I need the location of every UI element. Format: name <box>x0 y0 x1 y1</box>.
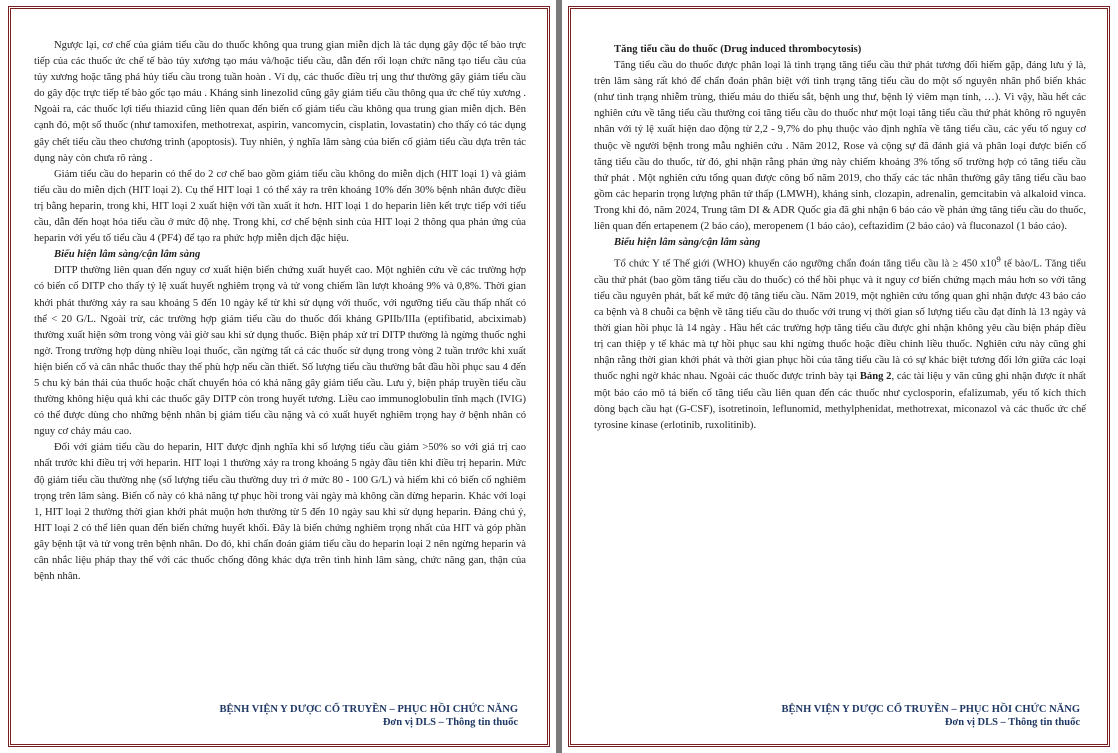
paragraph <box>594 251 1086 434</box>
right-page <box>562 0 1118 753</box>
footer-unit-name: Đơn vị DLS – Thông tin thuốc <box>382 717 518 728</box>
text-run: Tổ chức Y tế Thế giới (WHO) khuyến cáo ngưỡng chẩn đoán tăng tiểu cầu là ≥ 450 x10 <box>614 258 997 270</box>
footer-hospital-name: BỆNH VIỆN Y DƯỢC CỔ TRUYỀN – PHỤC HỒI CHỨC NĂNG <box>219 704 518 715</box>
right-page-content <box>594 42 1086 434</box>
section-title: Tăng tiểu cầu do thuốc (Drug induced thrombocytosis) <box>614 44 862 55</box>
text-run: tế bào/L. Tăng tiểu cầu thứ phát (bao gồm tăng tiểu cầu do thuốc) có thể hồi phục và ít nguy cơ biến chứng mạch máu hơn so với tăng tiểu cầu nguyên phát, bất kể mức độ tăng tiểu cầu. Năm 2019, một nghiên cứu tổng quan ghi nhận được 43 báo cáo ca bệnh và 8 chuỗi ca bệnh về tăng tiểu cầu do thuốc với trung vị thời gian số lượng tiểu cầu đạt đỉnh là 13 ngày và thời gian hồi phục là 14 ngày . Hầu hết các trường hợp tăng tiểu cầu được ghi nhận không yêu cầu biện pháp điều trị can thiệp y tế khác mà tự hồi phục sau khi ngừng thuốc hoặc điều chỉnh liều thuốc. Nghiên cứu này cũng ghi nhận rằng thời gian khởi phát và thời gian phục hồi của tăng tiểu cầu là có sự khác biệt tương đối lớn giữa các loại thuốc nghi ngờ khác nhau. Ngoài các thuốc được trình bày tại <box>594 258 1087 383</box>
paragraph: Đối với giảm tiểu cầu do heparin, HIT được định nghĩa khi số lượng tiểu cầu giảm >50% so với giá trị cao nhất trước khi điều trị với heparin. HIT loại 1 thường xảy ra trong khoảng 5 ngày đầu tiên khi điều trị heparin. Mức độ giảm tiểu cầu thường nhẹ (số lượng tiểu cầu thường duy trì ở mức 80 - 100 G/L) và hiếm khi có biến cố nghiêm trọng trên lâm sàng. Biến cố này có khả năng tự phục hồi trong vài ngày mà không cần dừng heparin. Khác với loại 1, HIT loại 2 thường thời gian khởi phát muộn hơn thường từ 5 đến 10 ngày sau khi sử dụng heparin. Đáng chú ý, HIT loại 2 có thể liên quan đến biến chứng huyết khối. Đây là biến chứng nghiêm trọng nhất của HIT và góp phần gây bệnh tật và tử vong trên bệnh nhân. Do đó, khi chẩn đoán giảm tiểu cầu do heparin loại 2 nên ngừng heparin và cân nhắc liệu pháp thay thế với các thuốc chống đông khác dựa trên tình hình lâm sàng, chức năng gan, thận của bệnh nhân. <box>34 442 526 583</box>
paragraph: DITP thường liên quan đến nguy cơ xuất hiện biến chứng xuất huyết cao. Một nghiên cứu về các trường hợp có biến cố DITP cho thấy tỷ lệ xuất huyết nghiêm trọng và tử vong chiếm lần lượt khoảng 9% và 0,8%. Thời gian khởi phát thường xảy ra sau khoảng 5 đến 10 ngày kể từ khi sử dụng với thuốc, với ngưỡng tiểu cầu thấp nhất có thể < 20 G/L. Ngoài trừ, các trường hợp giảm tiểu cầu do thuốc đối kháng GPIIb/IIIa (eptifibatid, abciximab) thường xuất hiện sớm trong vòng vài giờ sau khi sử dụng thuốc. Biện pháp xử trí DITP thường là ngừng thuốc nghi ngờ. Trong trường hợp dùng nhiều loại thuốc, cần ngừng tất cả các thuốc sử dụng trong vòng 2 tuần trước khi xuất hiện biến cố và cân nhắc thuốc thay thế phù hợp nếu cần thiết. Số lượng tiểu cầu thường bắt đầu hồi phục sau 4 đến 5 chu kỳ bán thải của thuốc hoặc chất chuyển hóa có khả năng gây giảm tiểu cầu. Lưu ý, biện pháp truyền tiểu cầu thường không hiệu quả khi các thuốc gây DITP còn trong huyết tương. Liều cao immunoglobulin tĩnh mạch (IVIG) có thể được dùng cho những bệnh nhân bị giảm tiểu cầu nặng và có xuất huyết nghiêm trọng hay ở bệnh nhân có nguy cơ chảy máu cao. <box>34 265 526 438</box>
table-reference: Bảng 2 <box>859 371 892 383</box>
text-run: , các tài liệu y văn cũng ghi nhận được ít nhất một báo cáo mô tả biến cố tăng tiểu cầu liên quan đến các thuốc như cyclosporin, efalizumab, yếu tố kích thích dòng bạch cầu hạt (G-CSF), isotretinoin, leflunomid, methylphenidat, methotrexat, miconazol và các thuốc ức chế tyrosine kinase (erlotinib, ruxolitinib). <box>594 371 1086 431</box>
superscript: 9 <box>996 254 1001 265</box>
page-footer <box>220 703 519 729</box>
footer-hospital-name: BỆNH VIỆN Y DƯỢC CỔ TRUYỀN – PHỤC HỒI CHỨC NĂNG <box>781 704 1080 715</box>
left-page <box>0 0 556 753</box>
page-footer <box>782 703 1081 729</box>
paragraph: Giảm tiểu cầu do heparin có thể do 2 cơ chế bao gồm giảm tiểu cầu không do miễn dịch (HIT loại 1) và giảm tiểu cầu do miễn dịch (HIT loại 2). Cụ thể HIT loại 1 có thể xảy ra trên khoảng 10% đến 30% bệnh nhân được điều trị bằng heparin, trong khi, HIT loại 2 xuất hiện với tần xuất ít hơn. HIT loại 1 do heparin liên kết trực tiếp với tiểu cầu, dẫn đến hoạt hóa tiểu cầu ở mức độ nhẹ. Trong khi, cơ chế bệnh sinh của HIT loại 2 thông qua phản ứng của heparin với yếu tố tiểu cầu 4 (PF4) để tạo ra phức hợp miễn dịch đặc hiệu. <box>34 168 526 245</box>
left-page-content <box>34 38 526 585</box>
section-heading: Biểu hiện lâm sàng/cận lâm sàng <box>54 249 201 261</box>
paragraph: Ngược lại, cơ chế của giảm tiểu cầu do thuốc không qua trung gian miễn dịch là tác dụng gây độc tế bào trực tiếp của các thuốc ức chế tế bào tủy xương tạo máu và/hoặc tiểu cầu, dẫn đến rối loạn chức năng tạo tiểu cầu của tủy xương hoặc tăng phá hủy tiểu cầu trong tuần hoàn . Ví dụ, các thuốc điều trị ung thư thường gây giảm tiểu cầu do gây độc trực tiếp tế bào gốc tạo máu . Kháng sinh linezolid cũng gây giảm tiểu cầu thông qua ức chế tủy xương . Ngoài ra, các thuốc lợi tiểu thiazid cũng liên quan đến biến cố giảm tiểu cầu không qua trung gian miễn dịch. Bên cạnh đó, một số thuốc (như tamoxifen, methotrexat, aspirin, vancomycin, cisplatin, lovastatin) cho thấy có tác dụng gây chết tiểu cầu theo chương trình (apoptosis). Tuy nhiên, ý nghĩa lâm sàng của biến cố giảm tiểu cầu dựa trên tác dụng này còn chưa rõ ràng . <box>34 40 526 164</box>
paragraph: Tăng tiểu cầu do thuốc được phân loại là tình trạng tăng tiểu cầu thứ phát tương đối hiếm gặp, đáng lưu ý là, trên lâm sàng rất khó để chẩn đoán phân biệt với tình trạng tăng tiểu cầu do một số nguyên nhân phổ biến khác (như tình trạng nhiễm trùng, thiếu máu do thiếu sắt, bệnh ung thư, bệnh lý viêm mạn tính, …). Vì vậy, hầu hết các nghiên cứu về tăng tiểu cầu thường coi tăng tiểu cầu do thuốc như một loại tăng tiểu cầu thứ phát không rõ nguyên nhân với tỷ lệ xuất hiện dao động từ 2,2 - 9,7% do phụ thuộc vào định nghĩa về tăng tiểu cầu, các yếu tố nguy cơ thuộc về người bệnh trong mẫu nghiên cứu . Năm 2012, Rose và cộng sự đã đánh giá và phân loại được biến cố tăng tiểu cầu do thuốc, từ đó, ghi nhận rằng phản ứng này chiếm khoảng 3% tổng số trường hợp có tăng tiểu cầu thứ phát . Một nghiên cứu tổng quan được công bố năm 2019, cho thấy các tác nhân thường gây tăng tiểu cầu bao gồm các heparin trọng lượng phân tử thấp (LMWH), kháng sinh, clozapin, adrenalin, gemcitabin và alkaloid vinca. Trong khi đó, năm 2024, Trung tâm DI & ADR Quốc gia đã ghi nhận 6 báo cáo về phản ứng tăng tiểu cầu do thuốc, liên quan đến ertapenem (2 báo cáo), meropenem (1 báo cáo), ceftazidim (2 báo cáo) và fluconazol (1 báo cáo). <box>594 60 1086 233</box>
section-heading: Biểu hiện lâm sàng/cận lâm sàng <box>614 237 761 249</box>
footer-unit-name: Đơn vị DLS – Thông tin thuốc <box>944 717 1080 728</box>
